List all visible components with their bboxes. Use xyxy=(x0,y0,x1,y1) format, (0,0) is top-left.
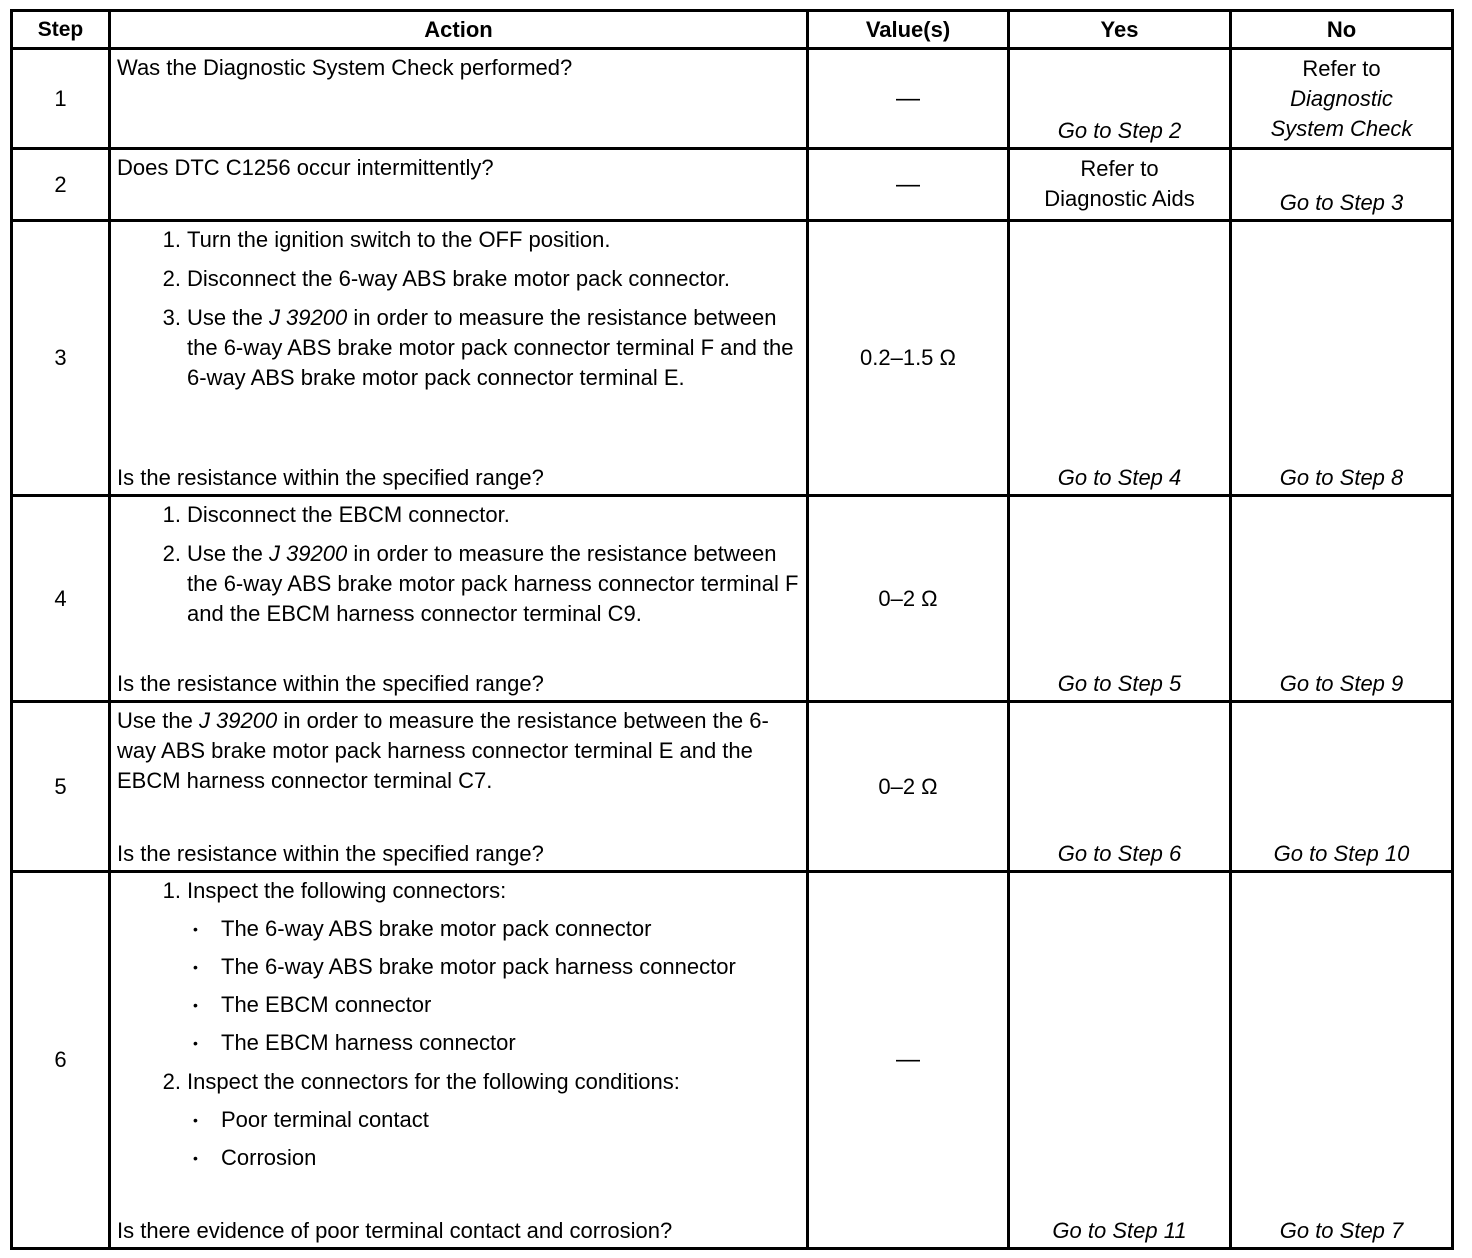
no-link[interactable]: Go to Step 3 xyxy=(1279,190,1404,215)
no-cell xyxy=(1231,149,1453,221)
header-action: Action xyxy=(110,11,808,49)
no-link[interactable]: System Check xyxy=(1270,116,1413,141)
table-row xyxy=(12,702,1453,872)
value-cell xyxy=(808,49,1009,149)
yes-link[interactable]: Go to Step 2 xyxy=(1057,118,1182,143)
no-cell xyxy=(1231,702,1453,872)
table-row xyxy=(12,149,1453,221)
yes-link[interactable]: Go to Step 4 xyxy=(1057,465,1182,490)
action-cell xyxy=(110,872,808,1249)
substep: 1. Disconnect the EBCM connector. xyxy=(162,502,510,527)
question-text: Is the resistance within the specified range? xyxy=(117,841,544,866)
question-text: Is there evidence of poor terminal contact and corrosion? xyxy=(117,1218,673,1243)
value-text: 0–2 Ω xyxy=(878,773,938,799)
substep: 2. Inspect the connectors for the following conditions: • Poor terminal contact • Corrosion xyxy=(117,1067,800,1173)
action-cell xyxy=(110,149,808,221)
action-cell xyxy=(110,49,808,149)
yes-text: Refer to xyxy=(1080,156,1159,181)
value-text: — xyxy=(896,170,920,198)
header-yes: Yes xyxy=(1009,11,1231,49)
no-cell xyxy=(1231,872,1453,1249)
value-cell xyxy=(808,221,1009,496)
yes-cell xyxy=(1009,221,1231,496)
action-cell xyxy=(110,221,808,496)
step-number: 5 xyxy=(12,702,110,872)
yes-link[interactable]: Go to Step 11 xyxy=(1052,1218,1187,1243)
table-row xyxy=(12,49,1453,149)
diagnostic-table xyxy=(10,9,1454,1250)
no-cell xyxy=(1231,49,1453,149)
bullet-item: • The EBCM harness connector xyxy=(187,1028,800,1058)
yes-cell xyxy=(1009,872,1231,1249)
step-number: 1 xyxy=(12,49,110,149)
value-text: 0–2 Ω xyxy=(878,585,938,611)
no-cell xyxy=(1231,496,1453,702)
no-link[interactable]: Go to Step 7 xyxy=(1279,1218,1404,1243)
substep: 1. Inspect the following connectors: • The 6-way ABS brake motor pack connector • The 6-way ABS brake motor pack harness connector • The EBCM connector • The EBCM harness connector xyxy=(117,876,800,1058)
no-link[interactable]: Diagnostic xyxy=(1290,86,1393,111)
step-number: 6 xyxy=(12,872,110,1249)
question-text: Is the resistance within the specified range? xyxy=(117,465,544,490)
value-text: — xyxy=(896,1046,920,1073)
substep: 2. Use the J 39200 in order to measure the resistance between the 6-way ABS brake motor pack harness connector terminal F and the EBCM harness connector terminal C9. xyxy=(162,541,799,626)
yes-link[interactable]: Go to Step 5 xyxy=(1057,671,1182,696)
yes-cell xyxy=(1009,149,1231,221)
header-row xyxy=(12,11,1453,49)
substep: 1. Turn the ignition switch to the OFF position. xyxy=(162,227,611,252)
action-cell xyxy=(110,702,808,872)
header-values: Value(s) xyxy=(808,11,1009,49)
action-text: Was the Diagnostic System Check performed? xyxy=(117,55,573,80)
header-step: Step xyxy=(12,11,110,49)
step-number: 4 xyxy=(12,496,110,702)
table-row xyxy=(12,221,1453,496)
action-text: Does DTC C1256 occur intermittently? xyxy=(117,155,494,180)
substep: 2. Disconnect the 6-way ABS brake motor pack connector. xyxy=(162,266,730,291)
no-link[interactable]: Go to Step 8 xyxy=(1279,465,1404,490)
yes-cell xyxy=(1009,496,1231,702)
value-text: — xyxy=(896,84,920,112)
value-cell xyxy=(808,496,1009,702)
yes-link[interactable]: Go to Step 6 xyxy=(1057,841,1182,866)
yes-cell xyxy=(1009,702,1231,872)
no-link[interactable]: Go to Step 9 xyxy=(1279,671,1404,696)
tool-name: J 39200 xyxy=(198,708,278,733)
no-cell xyxy=(1231,221,1453,496)
action-cell xyxy=(110,496,808,702)
table-row xyxy=(12,872,1453,1249)
step-number: 3 xyxy=(12,221,110,496)
action-text: Use the J 39200 in order to measure the resistance between the 6-way ABS brake motor pack harness connector terminal E and the EBCM harness connector terminal C7. xyxy=(117,708,769,793)
bullet-item: • Poor terminal contact xyxy=(187,1105,800,1135)
bullet-item: • The 6-way ABS brake motor pack connector xyxy=(187,914,800,944)
yes-link[interactable]: Diagnostic Aids xyxy=(1044,186,1195,211)
value-cell xyxy=(808,702,1009,872)
yes-cell xyxy=(1009,49,1231,149)
table-row xyxy=(12,496,1453,702)
value-cell xyxy=(808,872,1009,1249)
header-no: No xyxy=(1231,11,1453,49)
bullet-item: • Corrosion xyxy=(187,1143,800,1173)
bullet-item: • The EBCM connector xyxy=(187,990,800,1020)
step-number: 2 xyxy=(12,149,110,221)
value-text: 0.2–1.5 Ω xyxy=(860,345,956,370)
bullet-item: • The 6-way ABS brake motor pack harness connector xyxy=(187,952,800,982)
no-link[interactable]: Go to Step 10 xyxy=(1273,841,1410,866)
tool-name: J 39200 xyxy=(268,541,348,566)
no-text: Refer to xyxy=(1302,56,1381,81)
substep: 3. Use the J 39200 in order to measure the resistance between the 6-way ABS brake motor pack connector terminal F and the 6-way ABS brake motor pack connector terminal E. xyxy=(162,305,794,390)
value-cell xyxy=(808,149,1009,221)
tool-name: J 39200 xyxy=(268,305,348,330)
question-text: Is the resistance within the specified range? xyxy=(117,671,544,696)
